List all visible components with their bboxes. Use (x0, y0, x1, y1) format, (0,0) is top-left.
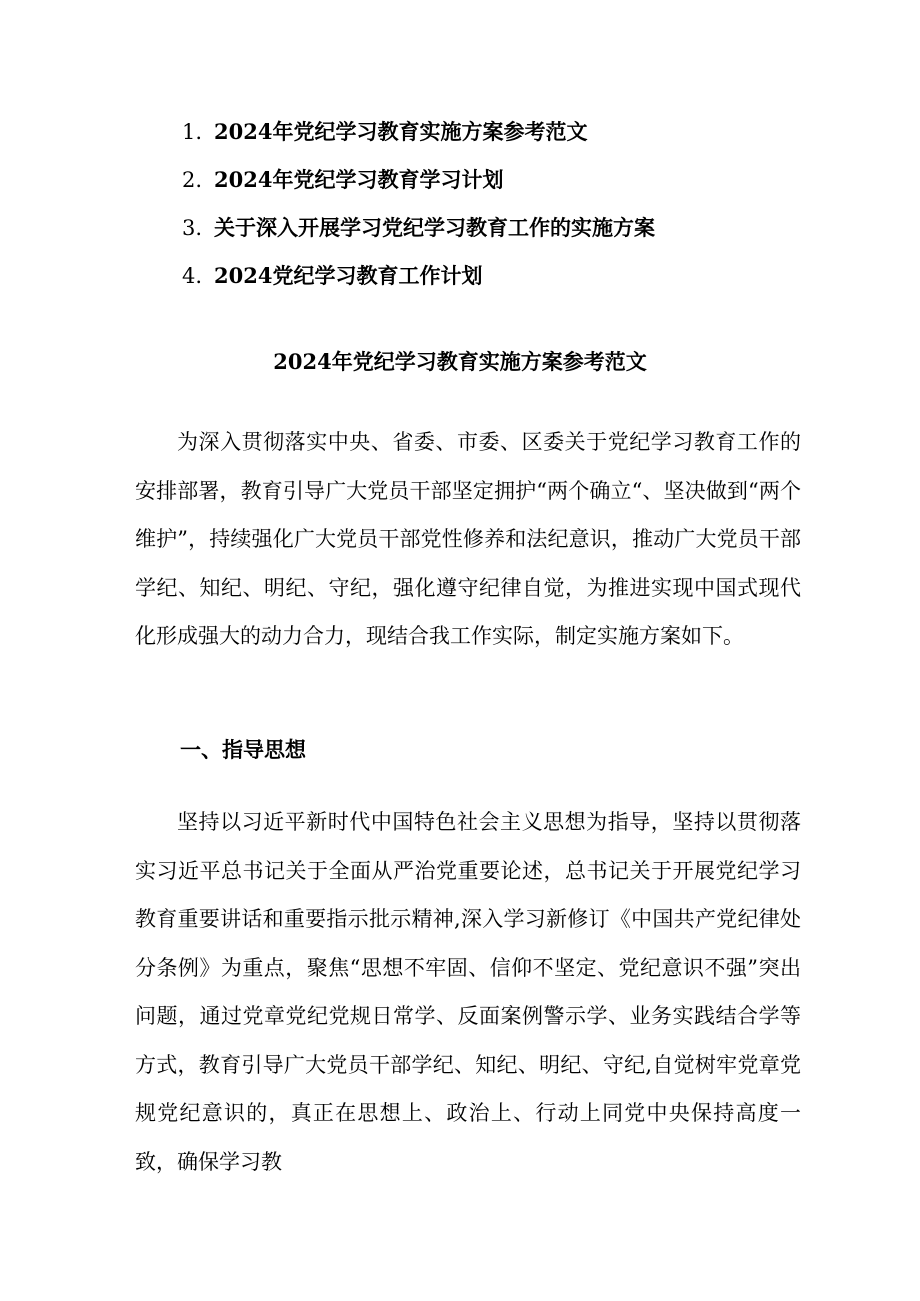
toc-item-number: 1. (182, 120, 203, 144)
toc-item-4[interactable] (182, 254, 822, 302)
toc-item-number: 3. (182, 216, 203, 240)
toc-item-number: 4. (182, 264, 203, 288)
table-of-contents (182, 110, 822, 302)
toc-item-number: 2. (182, 168, 203, 192)
document-title: 2024年党纪学习教育实施方案参考范文 (273, 349, 647, 374)
toc-item-label: 2024党纪学习教育工作计划 (214, 263, 483, 288)
section-heading-guiding-thought: 一、指导思想 (180, 737, 306, 762)
toc-item-1[interactable] (182, 110, 822, 158)
toc-item-3[interactable] (182, 206, 822, 254)
toc-item-label: 关于深入开展学习党纪学习教育工作的实施方案 (214, 215, 655, 240)
toc-item-2[interactable] (182, 158, 822, 206)
toc-item-label: 2024年党纪学习教育学习计划 (214, 167, 504, 192)
intro-paragraph: 为深入贯彻落实中央、省委、市委、区委关于党纪学习教育工作的安排部署，教育引导广大党员干部坚定拥护“两个确立“、坚决做到“两个维护”，持续强化广大党员干部党性修养和法纪意识，推动广大党员干部学纪、知纪、明纪、守纪，强化遵守纪律自觉，为推进实现中国式现代化形成强大的动力合力，现结合我工作实际，制定实施方案如下。 (135, 430, 801, 648)
guiding-thought-paragraph: 坚持以习近平新时代中国特色社会主义思想为指导，坚持以贯彻落实习近平总书记关于全面从严治党重要论述，总书记关于开展党纪学习教育重要讲话和重要指示批示精神,深入学习新修订《中国共产党纪律处分条例》为重点，聚焦“思想不牢固、信仰不坚定、党纪意识不强”突出问题，通过党章党纪党规日常学、反面案例警示学、业务实践结合学等方式，教育引导广大党员干部学纪、知纪、明纪、守纪,自觉树牢党章党规党纪意识的，真正在思想上、政治上、行动上同党中央保持高度一致，确保学习教 (135, 810, 801, 1174)
toc-item-label: 2024年党纪学习教育实施方案参考范文 (214, 119, 588, 144)
